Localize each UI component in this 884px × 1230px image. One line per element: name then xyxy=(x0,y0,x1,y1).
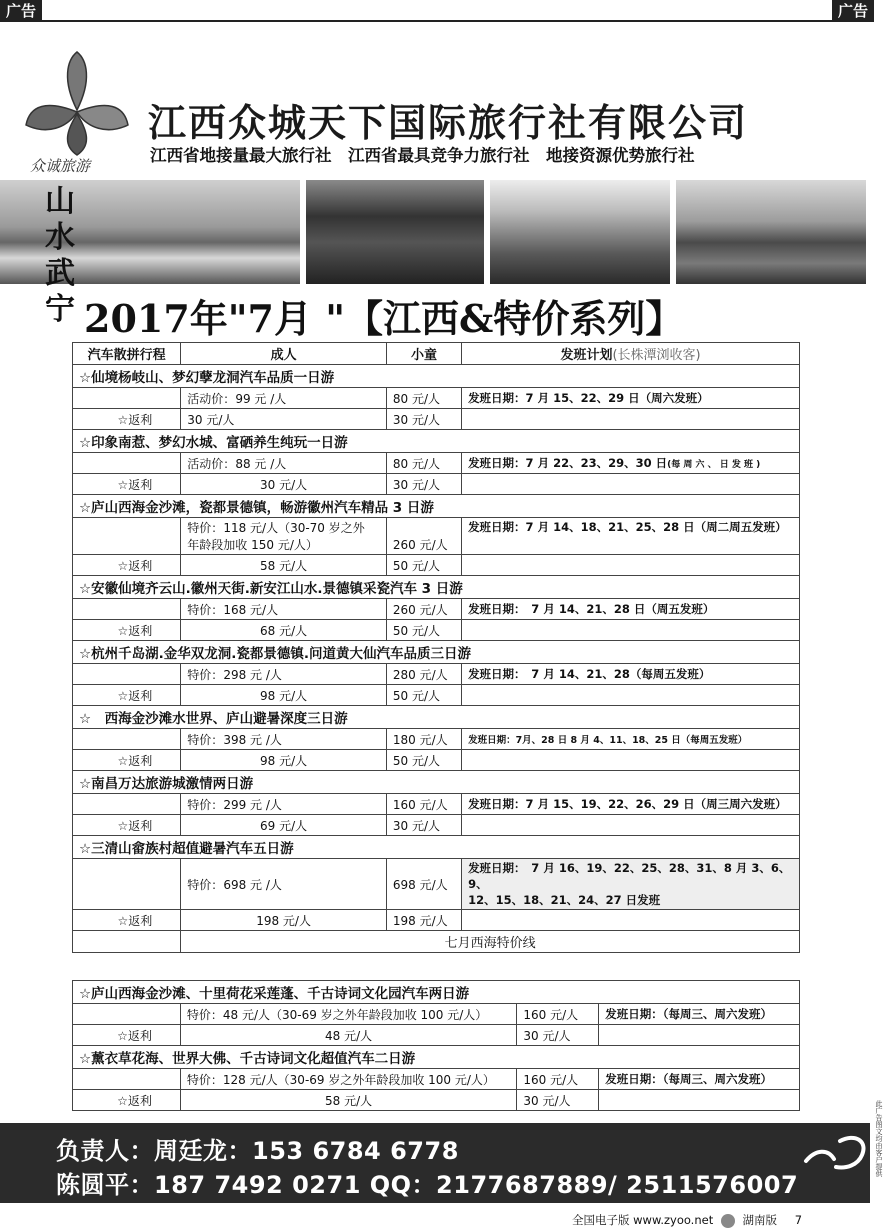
price-row xyxy=(73,518,800,555)
price-row xyxy=(73,1004,800,1025)
route-name: ☆安徽仙境齐云山.徽州天街.新安江山水.景德镇采瓷汽车 3 日游 xyxy=(73,576,800,599)
rebate-adult: 98 元/人 xyxy=(181,750,387,771)
edition-label: 湖南版 xyxy=(742,1213,778,1227)
rebate-row xyxy=(73,1090,800,1111)
header-child: 小童 xyxy=(386,343,461,365)
route-name: ☆杭州千岛湖.金华双龙洞.瓷都景德镇.问道黄大仙汽车品质三日游 xyxy=(73,641,800,664)
rebate-row xyxy=(73,815,800,836)
site-label: 全国电子版 www.zyoo.net xyxy=(572,1213,714,1227)
route-title-row xyxy=(73,981,800,1004)
child-price: 160 元/人 xyxy=(517,1069,599,1090)
rebate-label: ☆返利 xyxy=(73,910,181,931)
child-price: 160 元/人 xyxy=(517,1004,599,1025)
schedule: 发班日期：7月、28 日 8 月 4、11、18、25 日（每周五发班） xyxy=(462,729,800,750)
rebate-row xyxy=(73,1025,800,1046)
rebate-label: ☆返利 xyxy=(73,409,181,430)
adult-price: 特价：398 元 /人 xyxy=(181,729,387,750)
adult-price: 特价：48 元/人（30-69 岁之外年龄段加收 100 元/人） xyxy=(180,1004,516,1025)
child-price: 180 元/人 xyxy=(386,729,461,750)
route-title-row xyxy=(73,771,800,794)
rebate-child: 50 元/人 xyxy=(386,555,461,576)
schedule: 发班日期：7 月 14、18、21、25、28 日（周二周五发班） xyxy=(462,518,800,555)
price-row xyxy=(73,664,800,685)
tour-price-table xyxy=(72,342,800,953)
rebate-child: 30 元/人 xyxy=(517,1090,599,1111)
rebate-label: ☆返利 xyxy=(73,474,181,495)
section-title: 七月西海特价线 xyxy=(181,931,800,953)
rebate-row xyxy=(73,910,800,931)
header-schedule: 发班计划(长株潭浏收客) xyxy=(462,343,800,365)
rebate-label: ☆返利 xyxy=(73,620,181,641)
adult-price: 特价：168 元/人 xyxy=(181,599,387,620)
rebate-row xyxy=(73,750,800,771)
rebate-adult: 58 元/人 xyxy=(180,1090,516,1111)
route-title-row xyxy=(73,836,800,859)
schedule: 发班日期：7 月 15、19、22、26、29 日（周三周六发班） xyxy=(462,794,800,815)
company-slogan: 江西省地接量最大旅行社 江西省最具竞争力旅行社 地接资源优势旅行社 xyxy=(150,146,695,165)
route-name: ☆三清山畲族村超值避暑汽车五日游 xyxy=(73,836,800,859)
table-header-row xyxy=(73,343,800,365)
headline: 2017年"7月 "【江西&特价系列】 xyxy=(84,296,684,341)
adult-price: 特价：299 元 /人 xyxy=(181,794,387,815)
rebate-adult: 30 元/人 xyxy=(181,409,387,430)
rebate-label: ☆返利 xyxy=(73,1090,181,1111)
route-title-row xyxy=(73,495,800,518)
rebate-adult: 30 元/人 xyxy=(181,474,387,495)
rebate-child: 30 元/人 xyxy=(386,474,461,495)
price-row xyxy=(73,388,800,409)
schedule: 发班日期： 7 月 16、19、22、25、28、31、8 月 3、6、9、 12、15、18、21、24、27 日发班 xyxy=(462,859,800,910)
route-name: ☆庐山西海金沙滩，瓷都景德镇，畅游徽州汽车精品 3 日游 xyxy=(73,495,800,518)
tour-price-table-section xyxy=(72,980,800,1111)
photo-river-valley xyxy=(676,180,866,284)
price-row xyxy=(73,729,800,750)
rebate-child: 30 元/人 xyxy=(386,409,461,430)
page-number: 7 xyxy=(794,1213,803,1227)
photo-mountain-peaks xyxy=(490,180,670,284)
rebate-label: ☆返利 xyxy=(73,815,181,836)
logo-caption: 众诚旅游 xyxy=(30,157,91,175)
route-title-row xyxy=(73,365,800,388)
rebate-child: 50 元/人 xyxy=(386,750,461,771)
top-rule xyxy=(0,20,874,22)
schedule: 发班日期：（每周三、周六发班） xyxy=(599,1004,800,1025)
adult-price: 活动价：88 元 /人 xyxy=(181,453,387,474)
child-price: 260 元/人 xyxy=(386,599,461,620)
page-footer xyxy=(572,1212,802,1228)
schedule: 发班日期： 7 月 14、21、28 日（周五发班） xyxy=(462,599,800,620)
rebate-label: ☆返利 xyxy=(73,1025,181,1046)
rebate-child: 50 元/人 xyxy=(386,685,461,706)
route-name: ☆仙境杨岐山、梦幻孽龙洞汽车品质一日游 xyxy=(73,365,800,388)
rebate-adult: 69 元/人 xyxy=(181,815,387,836)
price-row xyxy=(73,453,800,474)
contact-line-2: 陈圆平：187 7492 0271 QQ：2177687889/ 2511576007 xyxy=(56,1171,799,1199)
route-title-row xyxy=(73,706,800,729)
route-name: ☆印象南惹、梦幻水城、富硒养生纯玩一日游 xyxy=(73,430,800,453)
ad-tag-left: 广告 xyxy=(0,0,42,22)
rebate-child: 30 元/人 xyxy=(386,815,461,836)
price-row xyxy=(73,1069,800,1090)
route-name: ☆薰衣草花海、世界大佛、千古诗词文化超值汽车二日游 xyxy=(73,1046,800,1069)
price-row xyxy=(73,599,800,620)
price-row xyxy=(73,859,800,910)
photo-calligraphy: 山水武宁 xyxy=(45,184,75,327)
child-price: 80 元/人 xyxy=(386,388,461,409)
child-price: 80 元/人 xyxy=(386,453,461,474)
route-title-row xyxy=(73,1046,800,1069)
contact-footer xyxy=(0,1123,870,1203)
adult-price: 活动价：99 元 /人 xyxy=(181,388,387,409)
route-title-row xyxy=(73,641,800,664)
ad-tag-right: 广告 xyxy=(832,0,874,22)
child-price: 160 元/人 xyxy=(386,794,461,815)
child-price: 280 元/人 xyxy=(386,664,461,685)
contact-line-1: 负责人：周廷龙：153 6784 6778 xyxy=(56,1137,459,1165)
adult-price: 特价：298 元 /人 xyxy=(181,664,387,685)
rebate-adult: 98 元/人 xyxy=(181,685,387,706)
rebate-adult: 58 元/人 xyxy=(181,555,387,576)
rebate-child: 30 元/人 xyxy=(517,1025,599,1046)
route-title-row xyxy=(73,430,800,453)
schedule: 发班日期：（每周三、周六发班） xyxy=(599,1069,800,1090)
rebate-label: ☆返利 xyxy=(73,555,181,576)
rebate-adult: 198 元/人 xyxy=(181,910,387,931)
side-disclaimer: 此广告图文均由客户提供 xyxy=(875,1100,883,1177)
route-name: ☆庐山西海金沙滩、十里荷花采莲蓬、千古诗词文化园汽车两日游 xyxy=(73,981,800,1004)
edition-icon xyxy=(721,1214,735,1228)
rebate-child: 50 元/人 xyxy=(386,620,461,641)
photo-wuning-lake xyxy=(0,180,300,327)
route-name: ☆南昌万达旅游城激情两日游 xyxy=(73,771,800,794)
rebate-row xyxy=(73,555,800,576)
child-price: 698 元/人 xyxy=(386,859,461,910)
adult-price: 特价：118 元/人（30-70 岁之外 年龄段加收 150 元/人） xyxy=(181,518,387,555)
swirl-decoration-icon xyxy=(800,1131,870,1179)
adult-price: 特价：698 元 /人 xyxy=(181,859,387,910)
child-price: 260 元/人 xyxy=(386,518,461,555)
schedule: 发班日期： 7 月 14、21、28（每周五发班） xyxy=(462,664,800,685)
rebate-adult: 68 元/人 xyxy=(181,620,387,641)
rebate-row xyxy=(73,409,800,430)
schedule: 发班日期：7 月 15、22、29 日（周六发班） xyxy=(462,388,800,409)
rebate-row xyxy=(73,474,800,495)
rebate-child: 198 元/人 xyxy=(386,910,461,931)
rebate-label: ☆返利 xyxy=(73,685,181,706)
rebate-row xyxy=(73,620,800,641)
rebate-adult: 48 元/人 xyxy=(180,1025,516,1046)
photo-old-street xyxy=(306,180,484,284)
price-row xyxy=(73,794,800,815)
route-name: ☆ 西海金沙滩水世界、庐山避暑深度三日游 xyxy=(73,706,800,729)
schedule: 发班日期：7 月 22、23、29、30 日(每 周 六 、 日 发 班 ) xyxy=(462,453,800,474)
header-route: 汽车散拼行程 xyxy=(73,343,181,365)
rebate-row xyxy=(73,685,800,706)
rebate-label: ☆返利 xyxy=(73,750,181,771)
route-title-row xyxy=(73,576,800,599)
company-name: 江西众城天下国际旅行社有限公司 xyxy=(148,100,749,145)
header-adult: 成人 xyxy=(181,343,387,365)
section-title-row xyxy=(73,931,800,953)
adult-price: 特价：128 元/人（30-69 岁之外年龄段加收 100 元/人） xyxy=(180,1069,516,1090)
